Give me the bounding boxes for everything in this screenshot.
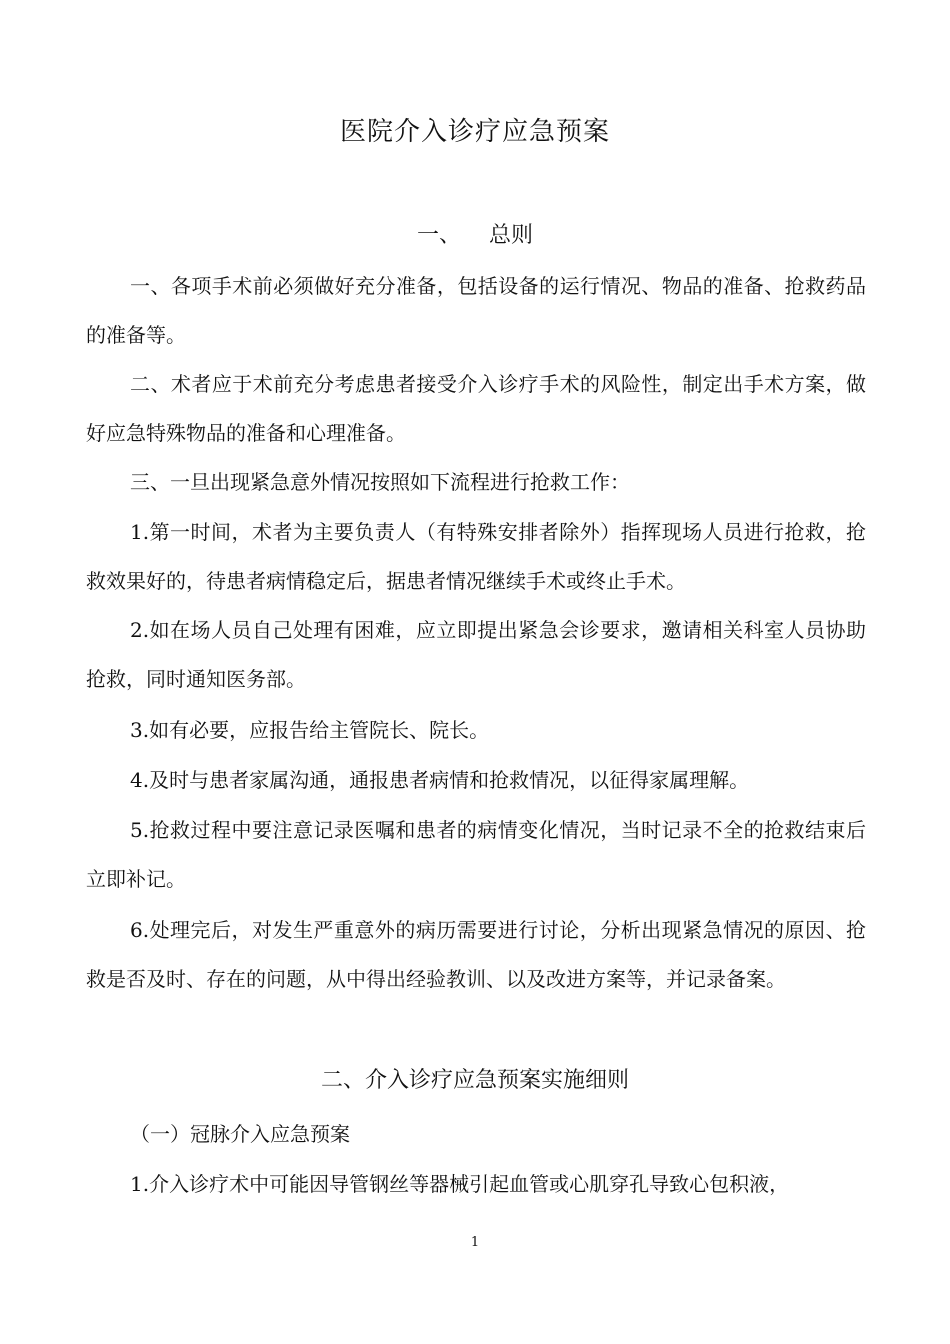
paragraph-item-3: 三、一旦出现紧急意外情况按照如下流程进行抢救工作：	[130, 470, 630, 494]
paragraph-step-4: 4.及时与患者家属沟通，通报患者病情和抢救情况，以征得家属理解。	[130, 768, 750, 792]
paragraph-item-1: 一、各项手术前必须做好充分准备，包括设备的运行情况、物品的准备、抢救药品的准备等。	[86, 274, 866, 347]
page-number: 1	[470, 1235, 480, 1250]
subsection-heading-coronary: （一）冠脉介入应急预案	[130, 1122, 350, 1146]
section-heading-general	[0, 218, 950, 254]
paragraph-step-3: 3.如有必要，应报告给主管院长、院长。	[130, 718, 490, 742]
paragraph-coronary-1: 1.介入诊疗术中可能因导管钢丝等器械引起血管或心肌穿孔导致心包积液，	[130, 1172, 790, 1196]
document-title: 医院介入诊疗应急预案	[339, 117, 610, 147]
paragraph-step-6: 6.处理完后，对发生严重意外的病历需要进行讨论，分析出现紧急情况的原因、抢救是否及时、存在的问题，从中得出经验教训、以及改进方案等，并记录备案。	[86, 918, 866, 991]
section-number: 一、	[416, 223, 461, 248]
section-title: 总则	[489, 223, 534, 248]
section-heading-details: 二、介入诊疗应急预案实施细则	[320, 1068, 629, 1093]
paragraph-step-5: 5.抢救过程中要注意记录医嘱和患者的病情变化情况，当时记录不全的抢救结束后立即补记。	[86, 818, 866, 891]
paragraph-step-1: 1.第一时间，术者为主要负责人（有特殊安排者除外）指挥现场人员进行抢救，抢救效果好的，待患者病情稳定后，据患者情况继续手术或终止手术。	[86, 520, 866, 593]
paragraph-item-2: 二、术者应于术前充分考虑患者接受介入诊疗手术的风险性，制定出手术方案，做好应急特殊物品的准备和心理准备。	[86, 372, 866, 445]
paragraph-step-2: 2.如在场人员自己处理有困难，应立即提出紧急会诊要求，邀请相关科室人员协助抢救，同时通知医务部。	[86, 618, 866, 691]
